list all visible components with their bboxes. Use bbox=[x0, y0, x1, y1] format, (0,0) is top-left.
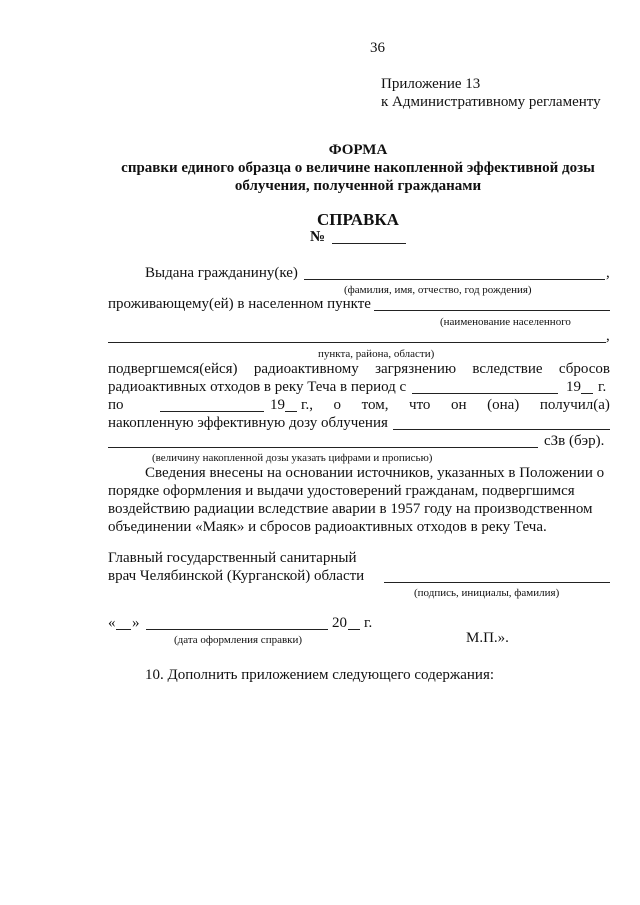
locality-hint-2: пункта, района, области) bbox=[318, 348, 435, 360]
date-year-suffix: г. bbox=[364, 615, 373, 631]
closing-instruction: 10. Дополнить приложением следующего содержания: bbox=[145, 667, 495, 683]
residing-label: проживающему(ей) в населенном пункте bbox=[108, 296, 371, 312]
period-start-year-blank bbox=[581, 393, 593, 394]
date-year-prefix: 20 bbox=[332, 615, 347, 631]
received-word: получил(а) bbox=[539, 397, 610, 413]
period-start-year-prefix: 19 bbox=[566, 379, 581, 395]
dose-blank bbox=[393, 429, 610, 430]
date-open-quote: « bbox=[108, 615, 116, 631]
page-number: 36 bbox=[370, 40, 385, 56]
dose-hint: (величину накопленной дозы указать цифрами и прописью) bbox=[152, 452, 433, 464]
received-word: том, bbox=[361, 397, 389, 413]
locality-hint-1: (наименование населенного bbox=[440, 316, 571, 328]
received-word: г., bbox=[301, 397, 313, 413]
locality-blank bbox=[374, 310, 610, 311]
certificate-title: СПРАВКА bbox=[317, 210, 399, 229]
form-heading: ФОРМА bbox=[328, 142, 388, 158]
exposure-word: подвергшемся(ейся) bbox=[108, 361, 238, 377]
date-hint: (дата оформления справки) bbox=[174, 634, 303, 646]
received-word: (она) bbox=[487, 397, 520, 413]
exposure-word: сбросов bbox=[558, 361, 610, 377]
dose-units: сЗв (бэр). bbox=[544, 433, 605, 449]
period-start-blank bbox=[412, 393, 558, 394]
date-day-blank bbox=[116, 629, 131, 630]
signatory-line-1: Главный государственный санитарный bbox=[108, 550, 357, 566]
body-line-3: воздействию радиации вследствие аварии в 1957 году на производственном bbox=[108, 501, 593, 517]
exposure-word: загрязнению bbox=[375, 361, 457, 377]
period-to-label: по bbox=[108, 397, 124, 413]
form-subtitle-2: облучения, полученной гражданами bbox=[234, 178, 482, 194]
received-word: о bbox=[333, 397, 342, 413]
period-end-blank bbox=[160, 411, 264, 412]
exposure-word: вследствие bbox=[472, 361, 543, 377]
exposure-line bbox=[108, 360, 610, 379]
signature-blank bbox=[384, 582, 610, 583]
certificate-number-blank bbox=[332, 243, 406, 244]
form-subtitle-1: справки единого образца о величине накопленной эффективной дозы bbox=[121, 160, 595, 176]
certificate-number-label: № bbox=[310, 229, 326, 245]
date-month-blank bbox=[146, 629, 328, 630]
received-line bbox=[301, 396, 610, 415]
body-line-1: Сведения внесены на основании источников, указанных в Положении о bbox=[145, 465, 605, 481]
recipient-name-hint: (фамилия, имя, отчество, год рождения) bbox=[344, 284, 532, 296]
seal-label: М.П.». bbox=[466, 630, 509, 646]
period-end-year-prefix: 19 bbox=[270, 397, 285, 413]
signature-hint: (подпись, инициалы, фамилия) bbox=[414, 587, 560, 599]
appendix-line-1: Приложение 13 bbox=[381, 76, 481, 92]
dose-label: накопленную эффективную дозу облучения bbox=[108, 415, 388, 431]
recipient-name-blank bbox=[304, 279, 605, 280]
body-line-4: объединении «Маяк» и сбросов радиоактивных отходов в реку Теча. bbox=[108, 519, 547, 535]
discharge-period-label: радиоактивных отходов в реку Теча в период с bbox=[108, 379, 407, 395]
exposure-word: радиоактивному bbox=[253, 361, 359, 377]
period-end-year-blank bbox=[285, 411, 297, 412]
appendix-line-2: к Административному регламенту bbox=[381, 94, 601, 110]
received-word: что bbox=[409, 397, 431, 413]
dose-blank-2 bbox=[108, 447, 538, 448]
issued-to-label: Выдана гражданину(ке) bbox=[145, 265, 298, 281]
recipient-name-comma: , bbox=[606, 265, 610, 281]
locality-comma: , bbox=[606, 328, 610, 344]
signatory-line-2: врач Челябинской (Курганской) области bbox=[108, 568, 365, 584]
period-start-year-suffix: г. bbox=[598, 379, 607, 395]
received-word: он bbox=[451, 397, 467, 413]
body-line-2: порядке оформления и выдачи удостоверений гражданам, подвергшимся bbox=[108, 483, 575, 499]
date-year-blank bbox=[348, 629, 360, 630]
locality-blank-2 bbox=[108, 342, 606, 343]
date-close-quote: » bbox=[132, 615, 140, 631]
